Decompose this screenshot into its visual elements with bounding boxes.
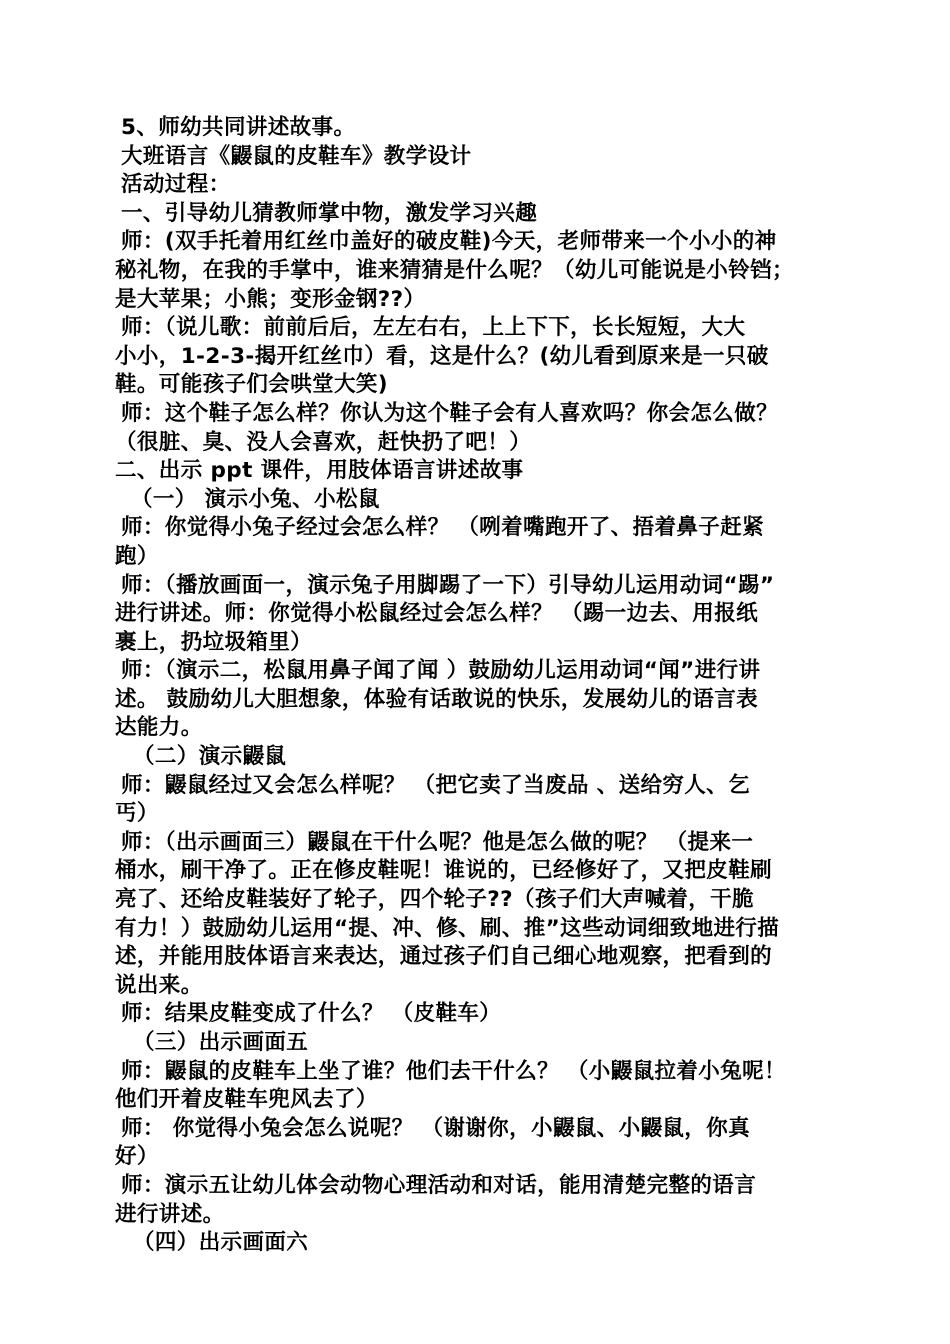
text-line: （很脏、臭、没人会喜欢，赶快扔了吧！） [115, 429, 532, 455]
text-line: 师：（说儿歌：前前后后，左左右右，上上下下，长长短短，大大 [121, 315, 746, 341]
text-line: 亮了、还给皮鞋装好了轮子，四个轮子??（孩子们大声喊着，干脆 [115, 887, 754, 913]
subsection-heading: （二）演示鼹鼠 [133, 744, 287, 770]
document-body [115, 114, 839, 1258]
text-line: 好） [115, 1144, 159, 1170]
text-line: 秘礼物，在我的手掌中，谁来猜猜是什么呢？（幼儿可能说是小铃铛； [115, 257, 794, 283]
text-line: 师：鼹鼠的皮鞋车上坐了谁？他们去干什么？ （小鼹鼠拉着小兔呢！ [121, 1058, 786, 1084]
text-line: 师：（播放画面一，演示兔子用脚踢了一下）引导幼儿运用动词“踢” [121, 572, 775, 598]
text-line: 他们开着皮鞋车兜风去了） [115, 1087, 378, 1113]
document-title: 大班语言《鼹鼠的皮鞋车》教学设计 [121, 143, 472, 169]
text-line: 进行讲述。 [115, 1201, 225, 1227]
text-line: 跑） [115, 543, 159, 569]
text-line: 师：结果皮鞋变成了什么？ （皮鞋车） [121, 1001, 502, 1027]
text-line: 达能力。 [115, 715, 203, 741]
text-line: 有力！）鼓励幼儿运用“提、冲、修、刷、推”这些动词细致地进行描 [115, 915, 780, 941]
text-line: 师：(双手托着用红丝巾盖好的破皮鞋)今天，老师带来一个小小的神 [121, 229, 777, 255]
text-line: 师： 你觉得小兔会怎么说呢？ （谢谢你，小鼹鼠、小鼹鼠，你真 [121, 1115, 750, 1141]
text-line: 小小，1-2-3-揭开红丝巾）看，这是什么？(幼儿看到原来是一只破 [115, 343, 769, 369]
text-line: 师：演示五让幼儿体会动物心理活动和对话，能用清楚完整的语言 [121, 1172, 757, 1198]
text-line: 进行讲述。师：你觉得小松鼠经过会怎么样？ （踢一边去、用报纸 [115, 601, 758, 627]
section-heading: 活动过程： [121, 172, 231, 198]
text-line: 师：（出示画面三）鼹鼠在干什么呢？他是怎么做的呢？ （提来一 [121, 829, 754, 855]
text-line: 是大苹果；小熊；变形金钢??） [115, 286, 426, 312]
text-line: 鞋。可能孩子们会哄堂大笑) [115, 372, 389, 398]
subsection-heading: （四）出示画面六 [133, 1230, 309, 1256]
text-line: 述，并能用肢体语言来表达，通过孩子们自己细心地观察，把看到的 [115, 944, 773, 970]
section-heading: 二、出示 ppt 课件，用肢体语言讲述故事 [115, 458, 524, 484]
text-line: 师：（演示二，松鼠用鼻子闻了闻 ）鼓励幼儿运用动词“闻”进行讲 [121, 658, 761, 684]
text-line: 师：这个鞋子怎么样？你认为这个鞋子会有人喜欢吗？你会怎么做？ [121, 400, 779, 426]
text-line: 裹上，扔垃圾箱里） [115, 629, 313, 655]
text-line: 说出来。 [115, 972, 203, 998]
text-line: 师：你觉得小兔子经过会怎么样？ （咧着嘴跑开了、捂着鼻子赶紧 [121, 515, 764, 541]
text-line: 述。 鼓励幼儿大胆想象，体验有话敢说的快乐，发展幼儿的语言表 [115, 686, 758, 712]
text-line: 5、师幼共同讲述故事。 [121, 115, 356, 140]
text-line: 桶水，刷干净了。正在修皮鞋呢！谁说的，已经修好了，又把皮鞋刷 [115, 858, 773, 884]
subsection-heading: （三）出示画面五 [133, 1030, 309, 1055]
subsection-heading: （一） 演示小兔、小松鼠 [131, 486, 380, 512]
text-line: 丐） [115, 801, 159, 827]
section-heading: 一、引导幼儿猜教师掌中物，激发学习兴趣 [121, 200, 538, 226]
text-line: 师：鼹鼠经过又会怎么样呢？ （把它卖了当废品 、送给穷人、乞 [121, 772, 750, 798]
